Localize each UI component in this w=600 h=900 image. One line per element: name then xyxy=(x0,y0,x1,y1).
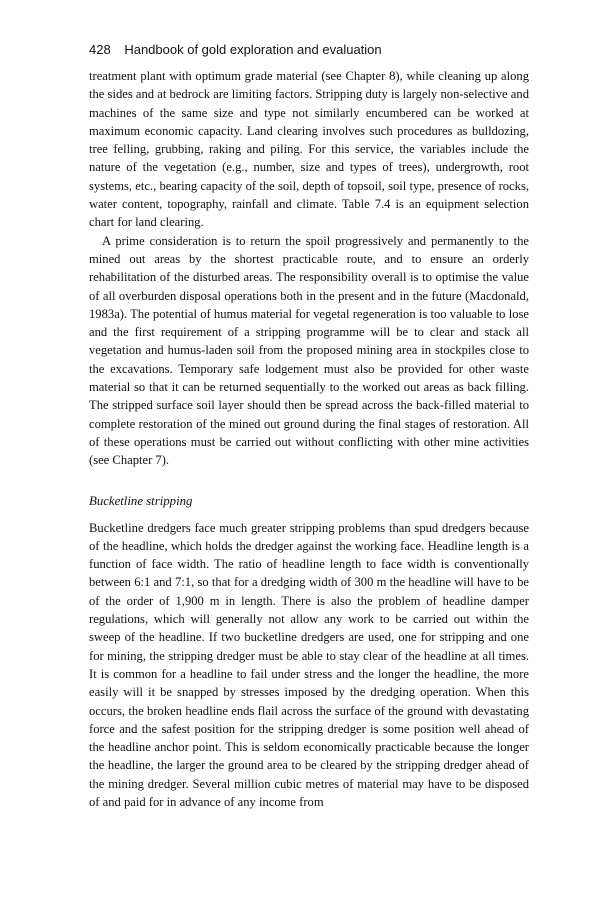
section-heading: Bucketline stripping xyxy=(89,493,193,508)
paragraph-land-clearing: treatment plant with optimum grade material (see Chapter 8), while cleaning up along the sides and at bedrock are limiting factors. Stripping duty is largely non-selective and machines of the same size and type not similarly encumbered can be worked at maximum economic capacity. Land clearing involves such procedures as bulldozing, tree felling, grubbing, raking and piling. For this service, the variables include the nature of the vegetation (e.g., number, size and types of trees), undergrowth, root systems, etc., bearing capacity of the soil, depth of topsoil, soil type, presence of rocks, water content, topography, rainfall and climate. Table 7.4 is an equipment selection chart for land clearing. xyxy=(89,69,529,230)
body-text xyxy=(89,67,529,811)
paragraph-bucketline: Bucketline dredgers face much greater stripping problems than spud dredgers because of the headline, which holds the dredger against the working face. Headline length is a function of face width. The ratio of headline length to face width is conventionally between 6:1 and 7:1, so that for a dredging width of 300 m the headline will have to be of the order of 1,900 m in length. There is also the problem of headline damper regulations, which will generally not allow any work to be carried out within the sweep of the headline. If two bucketline dredgers are used, one for stripping and one for mining, the stripping dredger must be able to stay clear of the headline at all times. It is common for a headline to fail under stress and the longer the headline, the more easily will it be snapped by stresses imposed by the dredging operation. When this occurs, the broken headline ends flail across the surface of the ground with devastating force and the safest position for the stripping dredger is some position well ahead of the headline anchor point. This is seldom economically practicable because the longer the headline, the larger the ground area to be cleared by the stripping dredger ahead of the mining dredger. Several million cubic metres of material may have to be disposed of and paid for in advance of any income from xyxy=(89,520,529,809)
page-number: 428 xyxy=(89,42,111,57)
running-header xyxy=(89,42,529,57)
book-title: Handbook of gold exploration and evaluation xyxy=(124,42,382,57)
paragraph-spoil-return: A prime consideration is to return the spoil progressively and permanently to the mined out areas by the shortest practicable route, and to ensure an orderly rehabilitation of the disturbed areas. The responsibility overall is to optimise the value of all overburden disposal operations both in the present and in the future (Macdonald, 1983a). The potential of humus material for vegetal regeneration is too valuable to lose and the first requirement of a stripping programme will be to clear and stack all vegetation and humus-laden soil from the proposed mining area in stockpiles close to the excavations. Temporary safe lodgement must also be provided for other waste material so that it can be returned sequentially to the worked out areas as back filling. The stripped surface soil layer should then be spread across the back-filled material to complete restoration of the mined out ground during the final stages of restoration. All of these operations must be carried out without conflicting with other mine activities (see Chapter 7). xyxy=(89,233,529,468)
